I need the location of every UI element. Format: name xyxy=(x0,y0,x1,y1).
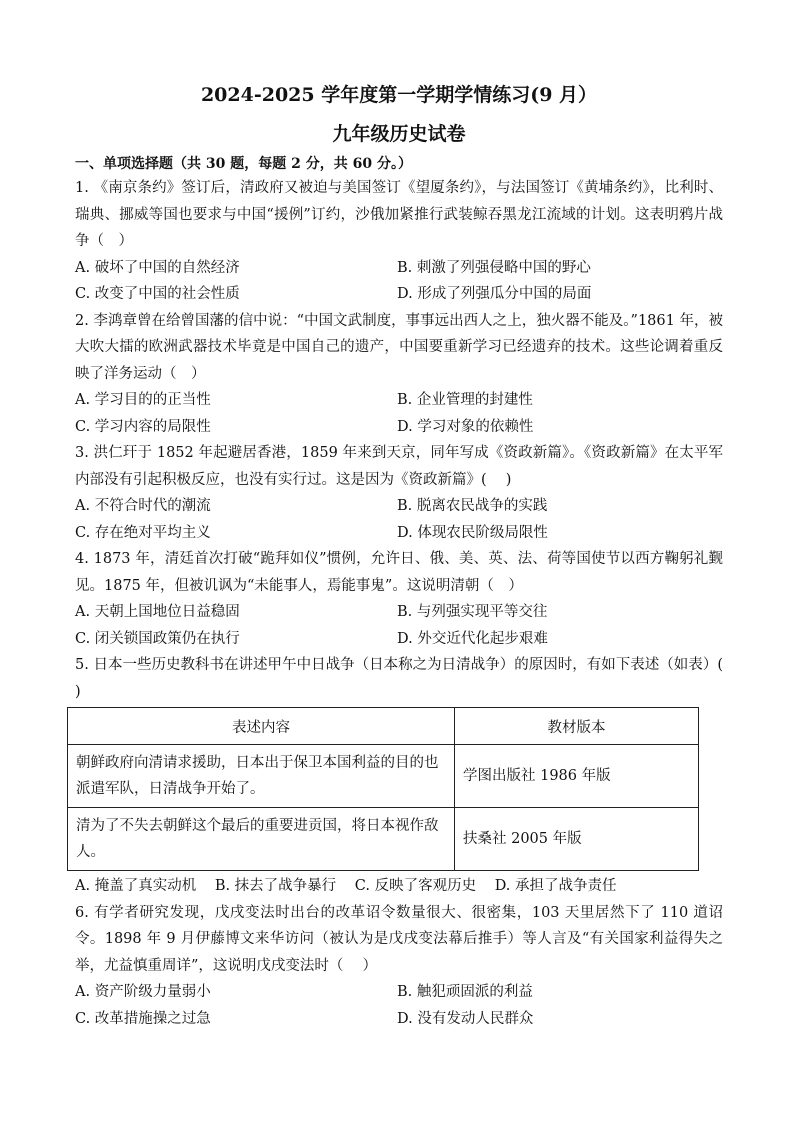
question-stem: 6. 有学者研究发现，戊戌变法时出台的改革诏令数量很大、很密集，103 天里居然下了 110 道诏令。1898 年 9 月伊藤博文来华访问（被认为是戊戌变法幕后推手）等人言及“有关国家利益得失之举，尤益慎重周详”，这说明戊戌变法时（ ） xyxy=(75,904,723,974)
question-2 xyxy=(75,308,723,441)
table-header: 表述内容 xyxy=(68,708,455,745)
option-b[interactable]: B. 与列强实现平等交往 xyxy=(397,604,548,620)
option-a[interactable]: A. 不符合时代的潮流 xyxy=(75,498,211,514)
exam-subtitle: 九年级历史试卷 xyxy=(332,123,466,145)
question-stem: 2. 李鸿章曾在给曾国藩的信中说：“中国文武制度，事事远出西人之上，独火器不能及。”1861 年，被大吹大擂的欧洲武器技术毕竟是中国自己的遗产，中国要重新学习已经遗弃的技术。这些论调着重反映了洋务运动（ ） xyxy=(75,312,723,382)
question-3 xyxy=(75,440,723,546)
question-options xyxy=(75,493,723,546)
question-options xyxy=(75,387,723,440)
table-cell: 朝鲜政府向清请求援助，日本出于保卫本国利益的目的也派遣军队，日清战争开始了。 xyxy=(68,745,455,808)
question-stem: 1. 《南京条约》签订后，清政府又被迫与美国签订《望厦条约》，与法国签订《黄埔条约》，比利时、瑞典、挪威等国也要求与中国“援例”订约，沙俄加紧推行武装鲸吞黑龙江流域的计划。这表明鸦片战争（ ） xyxy=(75,180,723,249)
option-d[interactable]: D. 形成了列强瓜分中国的局面 xyxy=(397,286,592,302)
question-5 xyxy=(75,652,743,900)
question-1 xyxy=(75,175,723,308)
option-b[interactable]: B. 刺激了列强侵略中国的野心 xyxy=(397,259,591,276)
option-a[interactable]: A. 掩盖了真实动机 xyxy=(75,878,197,894)
question-options xyxy=(75,873,723,900)
option-c[interactable]: C. 闭关锁国政策仍在执行 xyxy=(75,630,240,647)
table-cell: 清为了不失去朝鲜这个最后的重要进贡国，将日本视作敌人。 xyxy=(68,808,455,871)
option-d[interactable]: D. 体现农民阶级局限性 xyxy=(397,524,548,541)
section-heading: 一、单项选择题（共 30 题，每题 2 分，共 60 分。） xyxy=(75,156,412,172)
option-d[interactable]: D. 学习对象的依赖性 xyxy=(397,418,534,435)
question-stem: 4. 1873 年，清廷首次打破“跪拜如仪”惯例，允许日、俄、美、英、法、荷等国使节以西方鞠躬礼觐见。1875 年，但被讥讽为“未能事人，焉能事鬼”。这说明清朝（ ） xyxy=(75,551,723,594)
question-4 xyxy=(75,546,723,652)
question-stem: 5. 日本一些历史教科书在讲述甲午中日战争（日本称之为日清战争）的原因时，有如下表述（如表）( ) xyxy=(75,657,743,700)
option-d[interactable]: D. 外交近代化起步艰难 xyxy=(397,630,548,647)
option-c[interactable]: C. 改革措施操之过急 xyxy=(75,1010,211,1027)
option-d[interactable]: D. 没有发动人民群众 xyxy=(397,1010,534,1027)
exam-title: 2024-2025 学年度第一学期学情练习(9 月） xyxy=(200,84,598,106)
option-a[interactable]: A. 资产阶级力量弱小 xyxy=(75,984,211,1000)
table-cell: 扶桑社 2005 年版 xyxy=(455,808,699,871)
question-options xyxy=(75,979,723,1032)
table-row xyxy=(68,808,699,871)
question-6 xyxy=(75,900,723,1033)
option-b[interactable]: B. 脱离农民战争的实践 xyxy=(397,498,548,514)
table-header: 教材版本 xyxy=(455,708,699,745)
option-c[interactable]: C. 改变了中国的社会性质 xyxy=(75,286,240,302)
question-stem: 3. 洪仁玕于 1852 年起避居香港，1859 年来到天京，同年写成《资政新篇》。《资政新篇》在太平军内部没有引起积极反应，也没有实行过。这是因为《资政新篇》( ) xyxy=(75,445,723,488)
table-cell: 学图出版社 1986 年版 xyxy=(455,745,699,808)
option-a[interactable]: A. 天朝上国地位日益稳固 xyxy=(75,604,240,620)
table-row xyxy=(68,745,699,808)
option-a[interactable]: A. 学习目的的正当性 xyxy=(75,392,211,408)
option-d[interactable]: D. 承担了战争责任 xyxy=(494,878,617,894)
textbook-table xyxy=(67,707,699,871)
question-options xyxy=(75,599,723,652)
table-header-row xyxy=(68,708,699,745)
option-b[interactable]: B. 触犯顽固派的利益 xyxy=(397,984,533,1000)
option-a[interactable]: A. 破坏了中国的自然经济 xyxy=(75,259,240,276)
option-c[interactable]: C. 学习内容的局限性 xyxy=(75,418,211,435)
option-c[interactable]: C. 反映了客观历史 xyxy=(354,878,477,894)
option-b[interactable]: B. 企业管理的封建性 xyxy=(397,392,533,408)
option-b[interactable]: B. 抹去了战争暴行 xyxy=(214,878,337,894)
exam-page xyxy=(75,82,743,1032)
question-options xyxy=(75,255,723,308)
option-c[interactable]: C. 存在绝对平均主义 xyxy=(75,524,211,541)
